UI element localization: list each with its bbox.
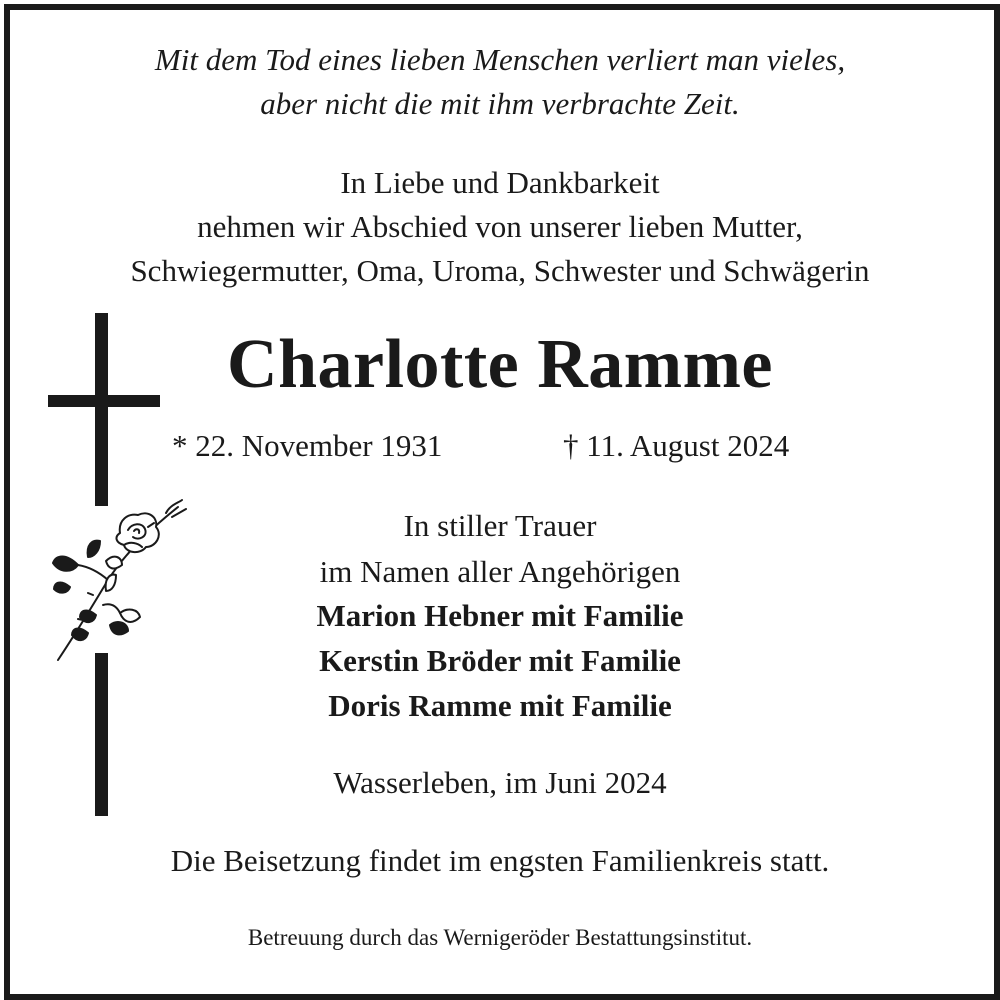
- cross-crossbar: [48, 395, 160, 407]
- family-marion: Marion Hebner mit Familie: [316, 598, 684, 633]
- mourning-line-2: im Namen aller Angehörigen: [319, 554, 681, 589]
- death-date: † 11. August 2024: [563, 428, 790, 463]
- cross-lower-beam: [95, 653, 108, 816]
- deceased-name: Charlotte Ramme: [227, 326, 773, 403]
- intro-line-3: Schwiegermutter, Oma, Uroma, Schwester und Schwägerin: [130, 253, 870, 288]
- quote-line-1: Mit dem Tod eines lieben Menschen verliert man vieles,: [154, 42, 846, 77]
- family-doris: Doris Ramme mit Familie: [328, 688, 672, 723]
- rose-icon: [48, 495, 193, 665]
- undertaker-note: Betreuung durch das Wernigeröder Bestattungsinstitut.: [247, 925, 753, 950]
- birth-date: * 22. November 1931: [172, 428, 443, 463]
- family-kerstin: Kerstin Bröder mit Familie: [319, 643, 681, 678]
- place-date: Wasserleben, im Juni 2024: [333, 765, 667, 800]
- intro-line-2: nehmen wir Abschied von unserer lieben Mutter,: [197, 209, 803, 244]
- quote-line-2: aber nicht die mit ihm verbrachte Zeit.: [260, 86, 740, 121]
- intro-line-1: In Liebe und Dankbarkeit: [340, 165, 660, 200]
- burial-note: Die Beisetzung findet im engsten Familienkreis statt.: [170, 843, 830, 878]
- mourning-line-1: In stiller Trauer: [403, 508, 597, 543]
- cross-upper-beam: [95, 313, 108, 506]
